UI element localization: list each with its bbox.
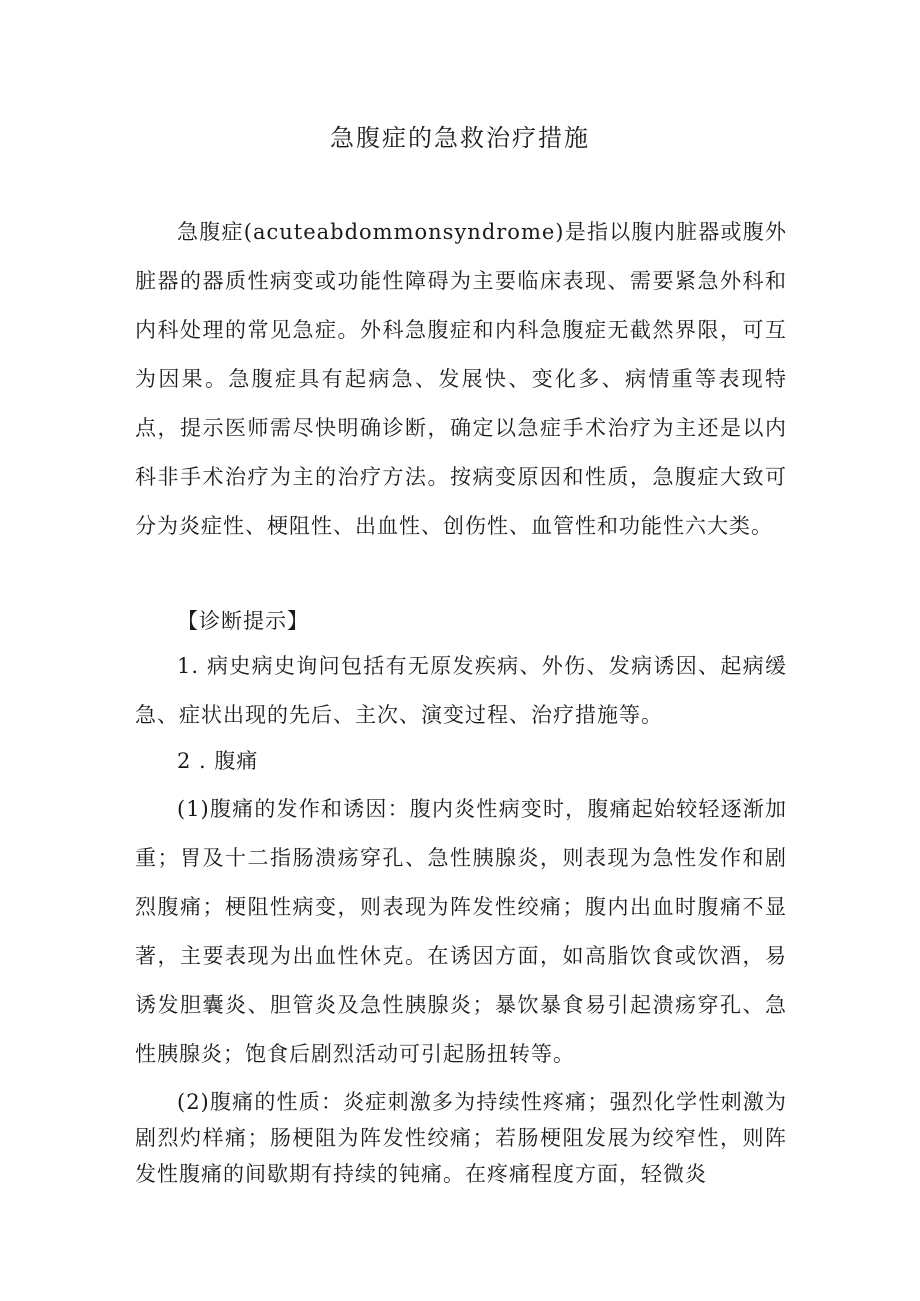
medical-history-item: 1. 病史病史询问包括有无原发疾病、外伤、发病诱因、起病缓急、症状出现的先后、主次、演变过程、治疗措施等。 xyxy=(135,654,787,727)
page-title: 急腹症的急救治疗措施 xyxy=(330,124,590,152)
pain-nature-paragraph: (2)腹痛的性质：炎症刺激多为持续性疼痛；强烈化学性刺激为剧烈灼样痛；肠梗阻为阵发性绞痛；若肠梗阻发展为绞窄性，则阵发性腹痛的间歇期有持续的钝痛。在疼痛程度方面，轻微炎 xyxy=(135,1090,787,1186)
pain-onset-paragraph: (1)腹痛的发作和诱因：腹内炎性病变时，腹痛起始较轻逐渐加重；胃及十二指肠溃疡穿孔、急性胰腺炎，则表现为急性发作和剧烈腹痛；梗阻性病变，则表现为阵发性绞痛；腹内出血时腹痛不显著，主要表现为出血性休克。在诱因方面，如高脂饮食或饮酒，易诱发胆囊炎、胆管炎及急性胰腺炎；暴饮暴食易引起溃疡穿孔、急性胰腺炎；饱食后剧烈活动可引起肠扭转等。 xyxy=(135,797,787,1066)
intro-paragraph: 急腹症(acuteabdommonsyndrome)是指以腹内脏器或腹外脏器的器质性病变或功能性障碍为主要临床表现、需要紧急外科和内科处理的常见急症。外科急腹症和内科急腹症无截然界限，可互为因果。急腹症具有起病急、发展快、变化多、病情重等表现特点，提示医师需尽快明确诊断，确定以急症手术治疗为主还是以内科非手术治疗为主的治疗方法。按病变原因和性质，急腹症大致可分为炎症性、梗阻性、出血性、创伤性、血管性和功能性六大类。 xyxy=(135,220,787,538)
abdominal-pain-heading: 2 . 腹痛 xyxy=(177,749,259,773)
diagnosis-heading: 【诊断提示】 xyxy=(177,609,309,633)
